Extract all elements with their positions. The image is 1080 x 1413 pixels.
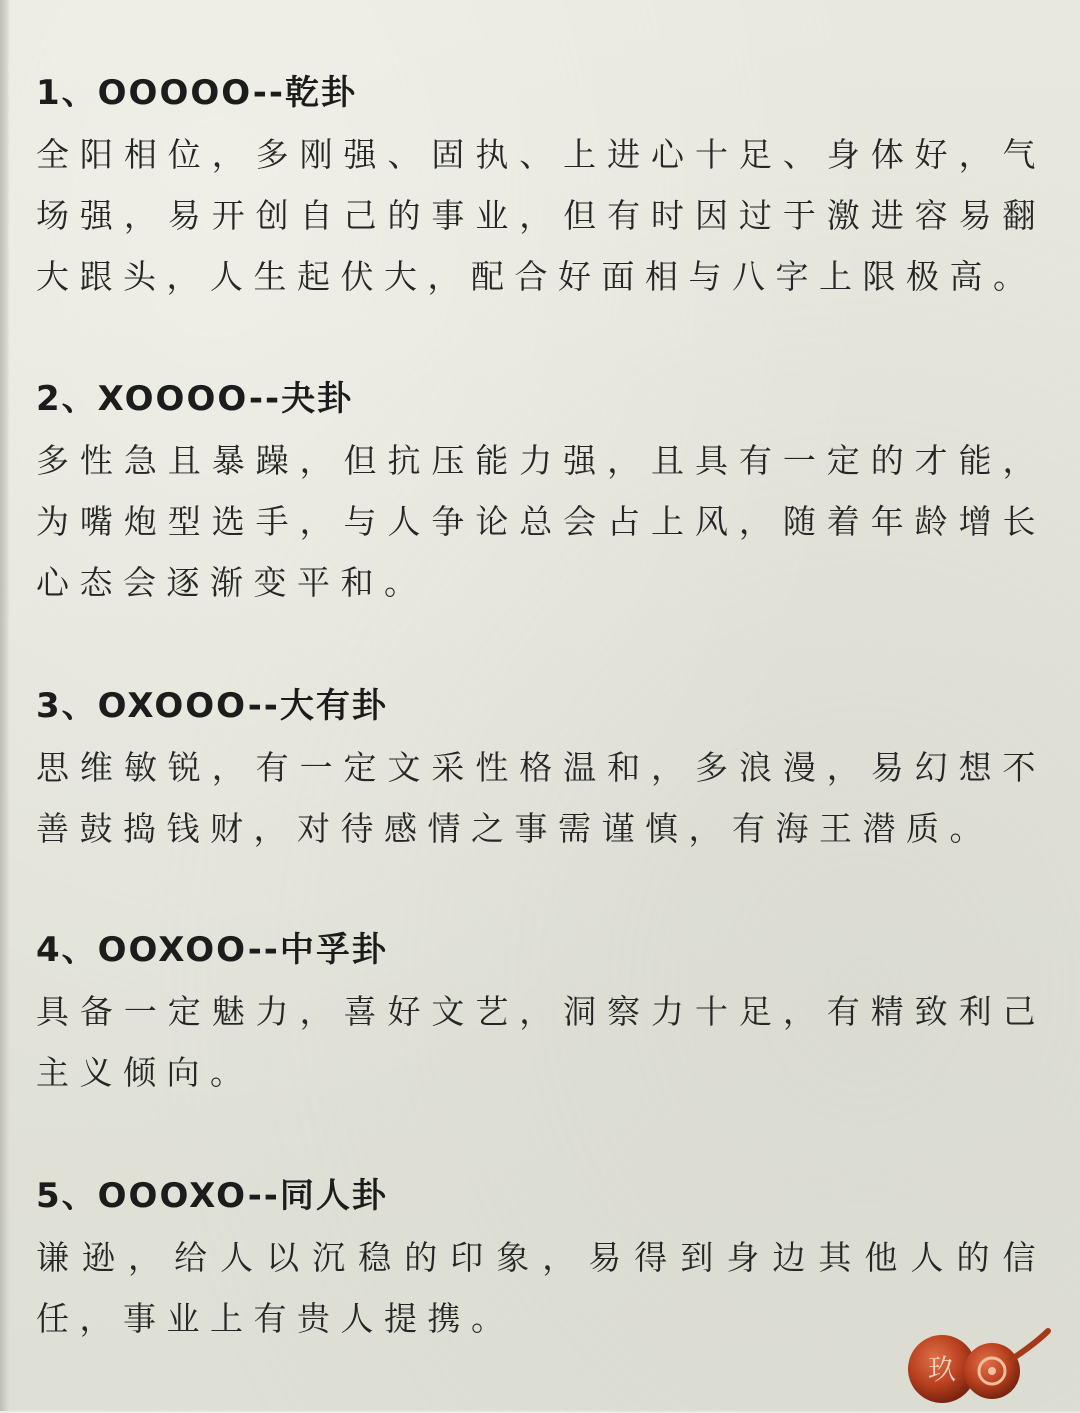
hexagram-entry-4 <box>36 919 1046 1103</box>
entry-heading: 2、XOOOO--夬卦 <box>36 379 354 419</box>
entry-description: 多性急且暴躁，但抗压能力强，且具有一定的才能，为嘴炮型选手，与人争论总会占上风，随着年龄增长心态会逐渐变平和。 <box>36 441 1046 602</box>
entry-description: 谦逊，给人以沉稳的印象，易得到身边其他人的信任，事业上有贵人提携。 <box>36 1238 1046 1338</box>
gourd-logo-icon <box>902 1319 1052 1409</box>
hexagram-entry-3 <box>36 675 1046 859</box>
entry-heading: 5、OOOXO--同人卦 <box>36 1176 388 1216</box>
entry-heading: 4、OOXOO--中孚卦 <box>36 930 388 970</box>
entry-description: 全阳相位，多刚强、固执、上进心十足、身体好，气场强，易开创自己的事业，但有时因过于激进容易翻大跟头，人生起伏大，配合好面相与八字上限极高。 <box>36 135 1046 296</box>
book-binding-edge <box>0 0 10 1411</box>
hexagram-entry-2 <box>36 368 1046 613</box>
hexagram-entry-1 <box>36 62 1046 307</box>
entry-heading: 1、OOOOO--乾卦 <box>36 73 358 113</box>
entry-description: 具备一定魅力，喜好文艺，洞察力十足，有精致利己主义倾向。 <box>36 992 1046 1092</box>
hexagram-entry-5 <box>36 1165 1046 1349</box>
entry-description: 思维敏锐，有一定文采性格温和，多浪漫，易幻想不善鼓捣钱财，对待感情之事需谨慎，有海王潜质。 <box>36 748 1046 848</box>
entry-heading: 3、OXOOO--大有卦 <box>36 686 388 726</box>
logo-glyph: 玖 <box>927 1353 957 1386</box>
